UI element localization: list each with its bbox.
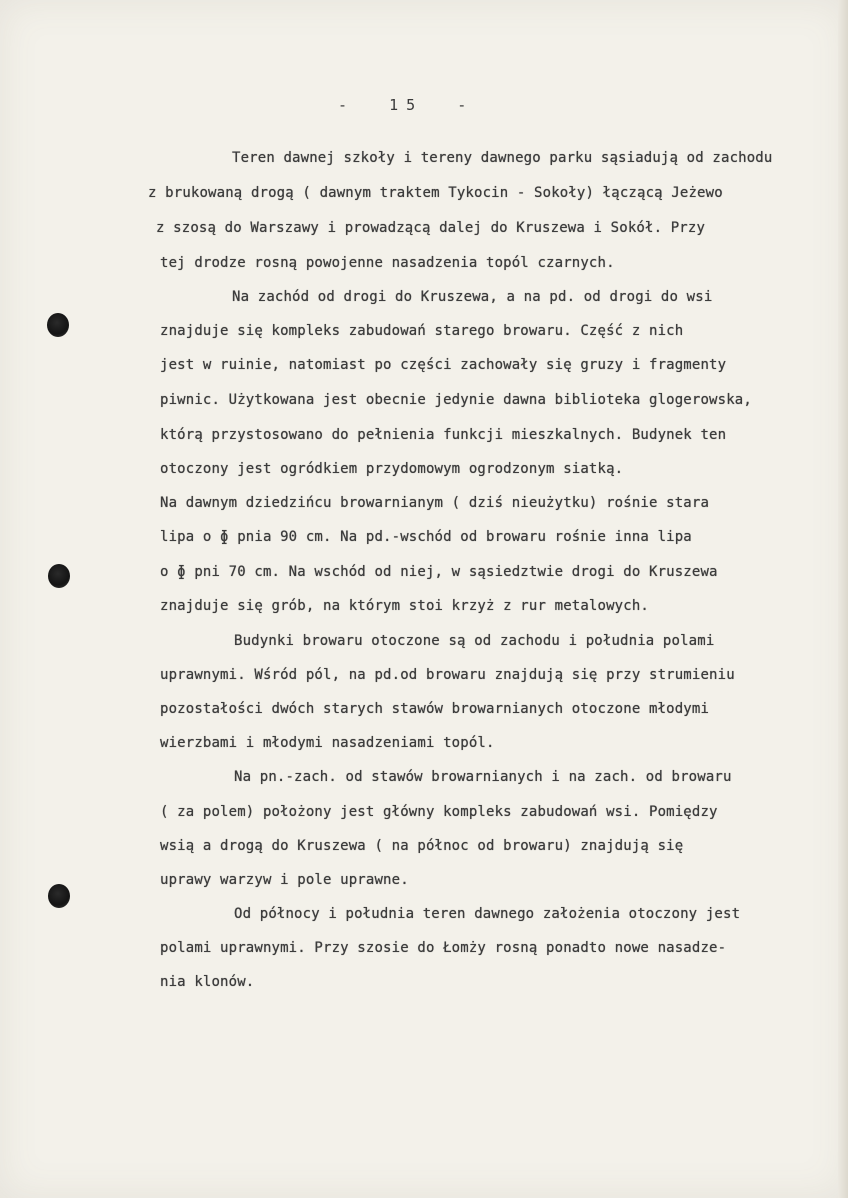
page-edge-shadow [838,0,848,1198]
text-line: którą przystosowano do pełnienia funkcji mieszkalnych. Budynek ten [160,427,727,443]
punch-hole-top [47,313,69,337]
text-line: znajduje się grób, na którym stoi krzyż z rur metalowych. [160,598,649,614]
text-line: Na dawnym dziedzińcu browarnianym ( dziś nieużytku) rośnie stara [160,495,710,511]
page-number: - 15 - [338,96,475,114]
punch-hole-middle [48,564,70,588]
text-line: Budynki browaru otoczone są od zachodu i południa polami [234,633,715,649]
text-line: pozostałości dwóch starych stawów browarnianych otoczone młodymi [160,701,710,717]
text-line: piwnic. Użytkowana jest obecnie jedynie dawna biblioteka glogerowska, [160,392,752,408]
text-line: tej drodze rosną powojenne nasadzenia topól czarnych. [160,255,615,271]
text-line: otoczony jest ogródkiem przydomowym ogrodzonym siatką. [160,461,624,477]
text-line: Na pn.-zach. od stawów browarnianych i na zach. od browaru [234,769,732,785]
text-line: jest w ruinie, natomiast po części zachowały się gruzy i fragmenty [160,357,727,373]
text-line: z szosą do Warszawy i prowadzącą dalej do Kruszewa i Sokół. Przy [156,220,706,236]
text-line: lipa o ɸ pnia 90 cm. Na pd.-wschód od browaru rośnie inna lipa [160,529,692,545]
text-line: z brukowaną drogą ( dawnym traktem Tykocin - Sokoły) łączącą Jeżewo [148,185,723,201]
text-line: Od północy i południa teren dawnego założenia otoczony jest [234,906,741,922]
text-line: Na zachód od drogi do Kruszewa, a na pd. od drogi do wsi [232,289,713,305]
text-line: Teren dawnej szkoły i tereny dawnego parku sąsiadują od zachodu [232,150,773,166]
text-line: ( za polem) położony jest główny kompleks zabudowań wsi. Pomiędzy [160,804,718,820]
text-line: o ɸ pni 70 cm. Na wschód od niej, w sąsiedztwie drogi do Kruszewa [160,564,718,580]
text-line: nia klonów. [160,974,255,990]
text-line: wierzbami i młodymi nasadzeniami topól. [160,735,495,751]
punch-hole-bottom [48,884,70,908]
text-line: uprawnymi. Wśród pól, na pd.od browaru znajdują się przy strumieniu [160,667,735,683]
text-line: uprawy warzyw i pole uprawne. [160,872,409,888]
text-line: znajduje się kompleks zabudowań starego browaru. Część z nich [160,323,684,339]
text-line: polami uprawnymi. Przy szosie do Łomży rosną ponadto nowe nasadze- [160,940,727,956]
text-line: wsią a drogą do Kruszewa ( na północ od browaru) znajdują się [160,838,684,854]
